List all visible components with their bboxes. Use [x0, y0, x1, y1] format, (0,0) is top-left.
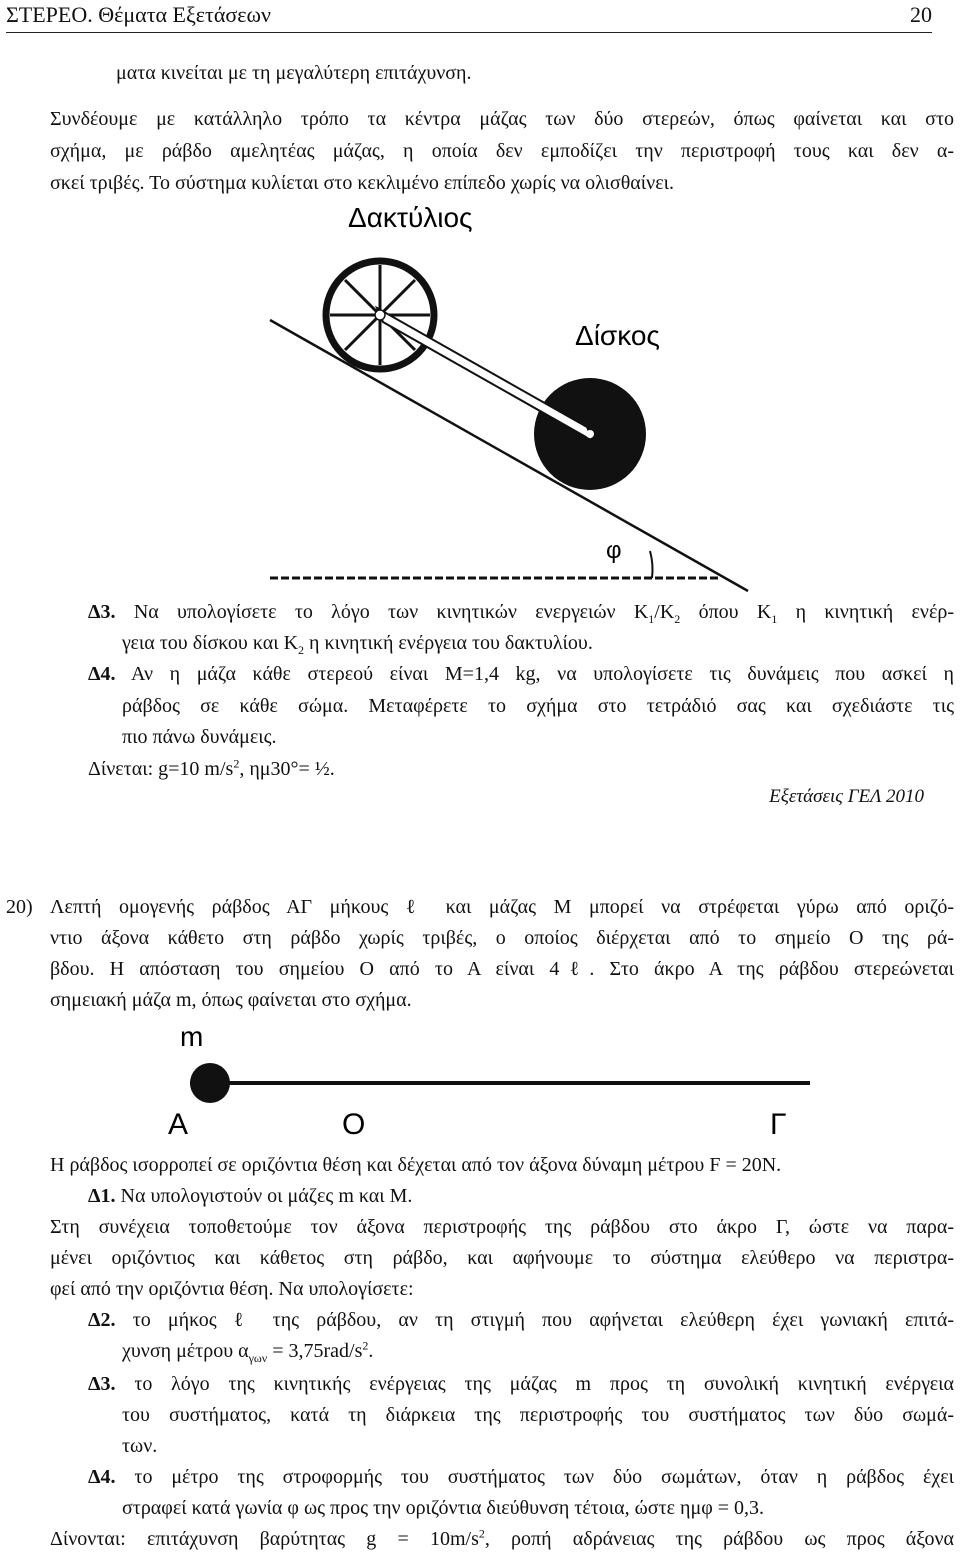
intro-line-3: σχήμα, με ράβδο αμελητέας μάζας, η οποία δεν εμποδίζει την περιστροφή τους και δεν α-	[50, 140, 954, 162]
incline-line	[270, 320, 748, 591]
intro-line-2: Συνδέουμε με κατάλληλο τρόπο τα κέντρα μάζας των δύο στερεών, όπως φαίνεται και στο	[50, 108, 954, 130]
intro-line-1: ματα κινείται με τη μεγαλύτερη επιτάχυνση.	[116, 62, 472, 84]
problem-number: 20)	[6, 896, 33, 918]
p20-line-1: Η ράβδος ισορροπεί σε οριζόντια θέση και δέχεται από τον άξονα δύναμη μέτρου F = 20N.	[50, 1154, 782, 1176]
question-d4b-label: Δ4.	[88, 1466, 116, 1488]
incline-figure	[250, 195, 810, 600]
given-values-2: Δίνονται: επιτάχυνση βαρύτητας $g = 10m/s^2$, ροπή αδράνειας της ράβδου ως προς άξονα	[50, 1526, 954, 1550]
question-d3b-line-1: Δ3. το λόγο της κινητικής ενέργειας της μάζας m προς τη συνολική κινητική ενέργεια	[88, 1373, 955, 1395]
intro-line-4: σκεί τριβές. Το σύστημα κυλίεται στο κεκλιμένο επίπεδο χωρίς να ολισθαίνει.	[50, 172, 674, 194]
question-d2-line-2: χυνση μέτρου $\alpha_{\gamma\omega\nu} = 3,75rad/s^2$.	[122, 1338, 374, 1365]
problem20-line-2: ντιο άξονα κάθετο στη ράβδο χωρίς τριβές, ο οποίος διέρχεται από το σημείο Ο της ρά-	[50, 927, 954, 949]
question-d2-label: Δ2.	[88, 1309, 116, 1331]
problem20-line-1: Λεπτή ομογενής ράβδος ΑΓ μήκους ℓ και μάζας Μ μπορεί να στρέφεται γύρω από οριζό-	[50, 896, 954, 918]
p20-line-3: Στη συνέχεια τοποθετούμε τον άξονα περιστροφής της ράβδου στο άκρο Γ, ώστε να παρα-	[50, 1216, 954, 1238]
question-d4-label: Δ4.	[88, 663, 116, 685]
angle-arc	[650, 551, 653, 578]
question-d2-line-1: Δ2. το μήκος ℓ της ράβδου, αν τη στιγμή που αφήνεται ελεύθερη έχει γωνιακή επιτά-	[88, 1309, 954, 1331]
ring-center	[375, 310, 385, 320]
question-d4-line-1: Δ4. Αν η μάζα κάθε στερεού είναι M=1,4 kg, να υπολογίσετε τις δυνάμεις που ασκεί η	[88, 663, 954, 685]
mass-label: m	[180, 1021, 204, 1052]
connecting-rod	[377, 308, 593, 441]
page-number: 20	[910, 2, 932, 27]
label-o: Ο	[342, 1108, 366, 1141]
label-g: Γ	[770, 1108, 787, 1141]
question-d3-line-1: Δ3. Να υπολογίσετε το λόγο των κινητικών ενεργειών $K_1/K_2$ όπου $K_1$ η κινητική ενέρ-	[88, 601, 955, 626]
question-d3b-line-2: του συστήματος, κατά τη διάρκεια της περιστροφής του συστήματος των δύο σωμά-	[122, 1404, 954, 1426]
disk-center	[586, 430, 594, 438]
source-citation: Εξετάσεις ΓΕΛ 2010	[769, 786, 924, 807]
question-d1: Δ1. Να υπολογιστούν οι μάζες m και Μ.	[88, 1185, 413, 1207]
question-d3b-line-3: των.	[122, 1435, 158, 1457]
question-d3-label: Δ3.	[88, 601, 116, 623]
question-d1-label: Δ1.	[88, 1185, 116, 1207]
rod-figure	[160, 1018, 830, 1143]
problem20-line-4: σημειακή μάζα m, όπως φαίνεται στο σχήμα.	[50, 989, 412, 1011]
page-header	[6, 0, 932, 33]
ring-label: Δακτύλιος	[348, 202, 473, 233]
header-title: ΣΤΕΡΕΟ. Θέματα Εξετάσεων	[6, 2, 271, 27]
disk-label: Δίσκος	[575, 320, 660, 351]
question-d4-line-2: ράβδος σε κάθε σώμα. Μεταφέρετε το σχήμα στο τετράδιό σας και σχεδιάστε τις	[122, 695, 954, 717]
question-d4-line-3: πιο πάνω δυνάμεις.	[122, 726, 277, 748]
label-a: Α	[168, 1108, 189, 1141]
given-values-1: Δίνεται: g=10 $m/s^2$, ημ30°= ½.	[88, 756, 335, 780]
angle-label: φ	[606, 537, 622, 564]
point-mass	[190, 1063, 230, 1103]
p20-line-4: μένει οριζόντιος και κάθετος στη ράβδο, και αφήνουμε το σύστημα ελεύθερο να περιστρα-	[50, 1247, 954, 1269]
question-d3-line-2: γεια του δίσκου και $K_2$ η κινητική ενέργεια του δακτυλίου.	[122, 632, 593, 657]
question-d4b-line-2: στραφεί κατά γωνία φ ως προς την οριζόντια διεύθυνση τέτοια, ώστε ημφ = 0,3.	[122, 1497, 765, 1519]
question-d3b-label: Δ3.	[88, 1373, 116, 1395]
p20-line-5: φεί από την οριζόντια θέση. Να υπολογίσετε:	[50, 1278, 414, 1300]
question-d4b-line-1: Δ4. το μέτρο της στροφορμής του συστήματος των δύο σωμάτων, όταν η ράβδος έχει	[88, 1466, 954, 1488]
problem20-line-3: βδου. Η απόσταση του σημείου Ο από το Α είναι 4ℓ. Στο άκρο Α της ράβδου στερεώνεται	[50, 958, 954, 980]
